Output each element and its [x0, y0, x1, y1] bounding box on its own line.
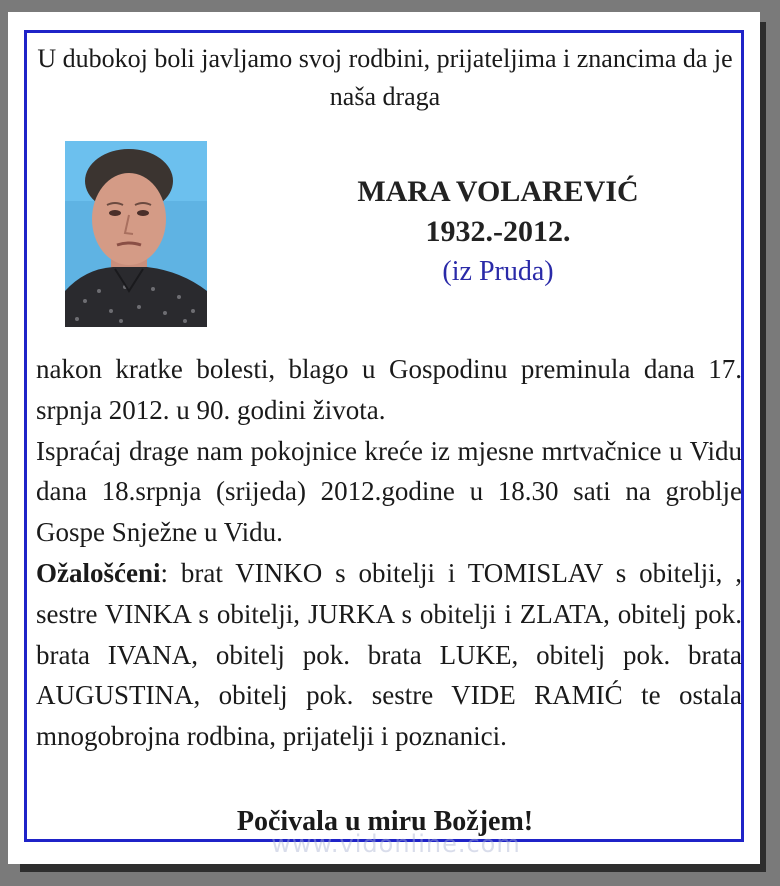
mourners-label: Ožalošćeni [36, 557, 161, 588]
deceased-name: MARA VOLAREVIĆ [357, 175, 639, 208]
obituary-card [8, 12, 760, 864]
website-watermark: www.vidonline.com [271, 830, 521, 858]
intro-text: U dubokoj boli javljamo svoj rodbini, prijateljima i znancima da je naša draga [37, 44, 733, 111]
origin-place: (iz Pruda) [442, 256, 554, 287]
closing-line: Počivala u miru Božjem! [236, 806, 534, 837]
life-years: 1932.-2012. [425, 215, 571, 248]
portrait-image [65, 141, 207, 327]
mourners-list: : brat VINKO s obitelji i TOMISLAV s obitelji, , sestre VINKA s obitelji, JURKA s obitelji i ZLATA, obitelj pok. brata IVANA, obitelj pok. brata LUKE, obitelj pok. brata AUGUSTINA, obitelj pok. sestre VIDE RAMIĆ te ostala mnogobrojna rodbina, prijatelji i poznanici. [36, 557, 742, 752]
funeral-paragraph: Ispraćaj drage nam pokojnice kreće iz mjesne mrtvačnice u Vidu dana 18.srpnja (srijeda) 2012.godine u 18.30 sati na groblje Gospe Snježne u Vidu. [36, 435, 742, 548]
notice-body [36, 349, 742, 757]
deceased-photo [65, 141, 207, 327]
mourners-paragraph [36, 553, 742, 757]
deceased-info [288, 172, 708, 292]
death-paragraph: nakon kratke bolesti, blago u Gospodinu preminula dana 17. srpnja 2012. u 90. godini života. [36, 354, 742, 425]
